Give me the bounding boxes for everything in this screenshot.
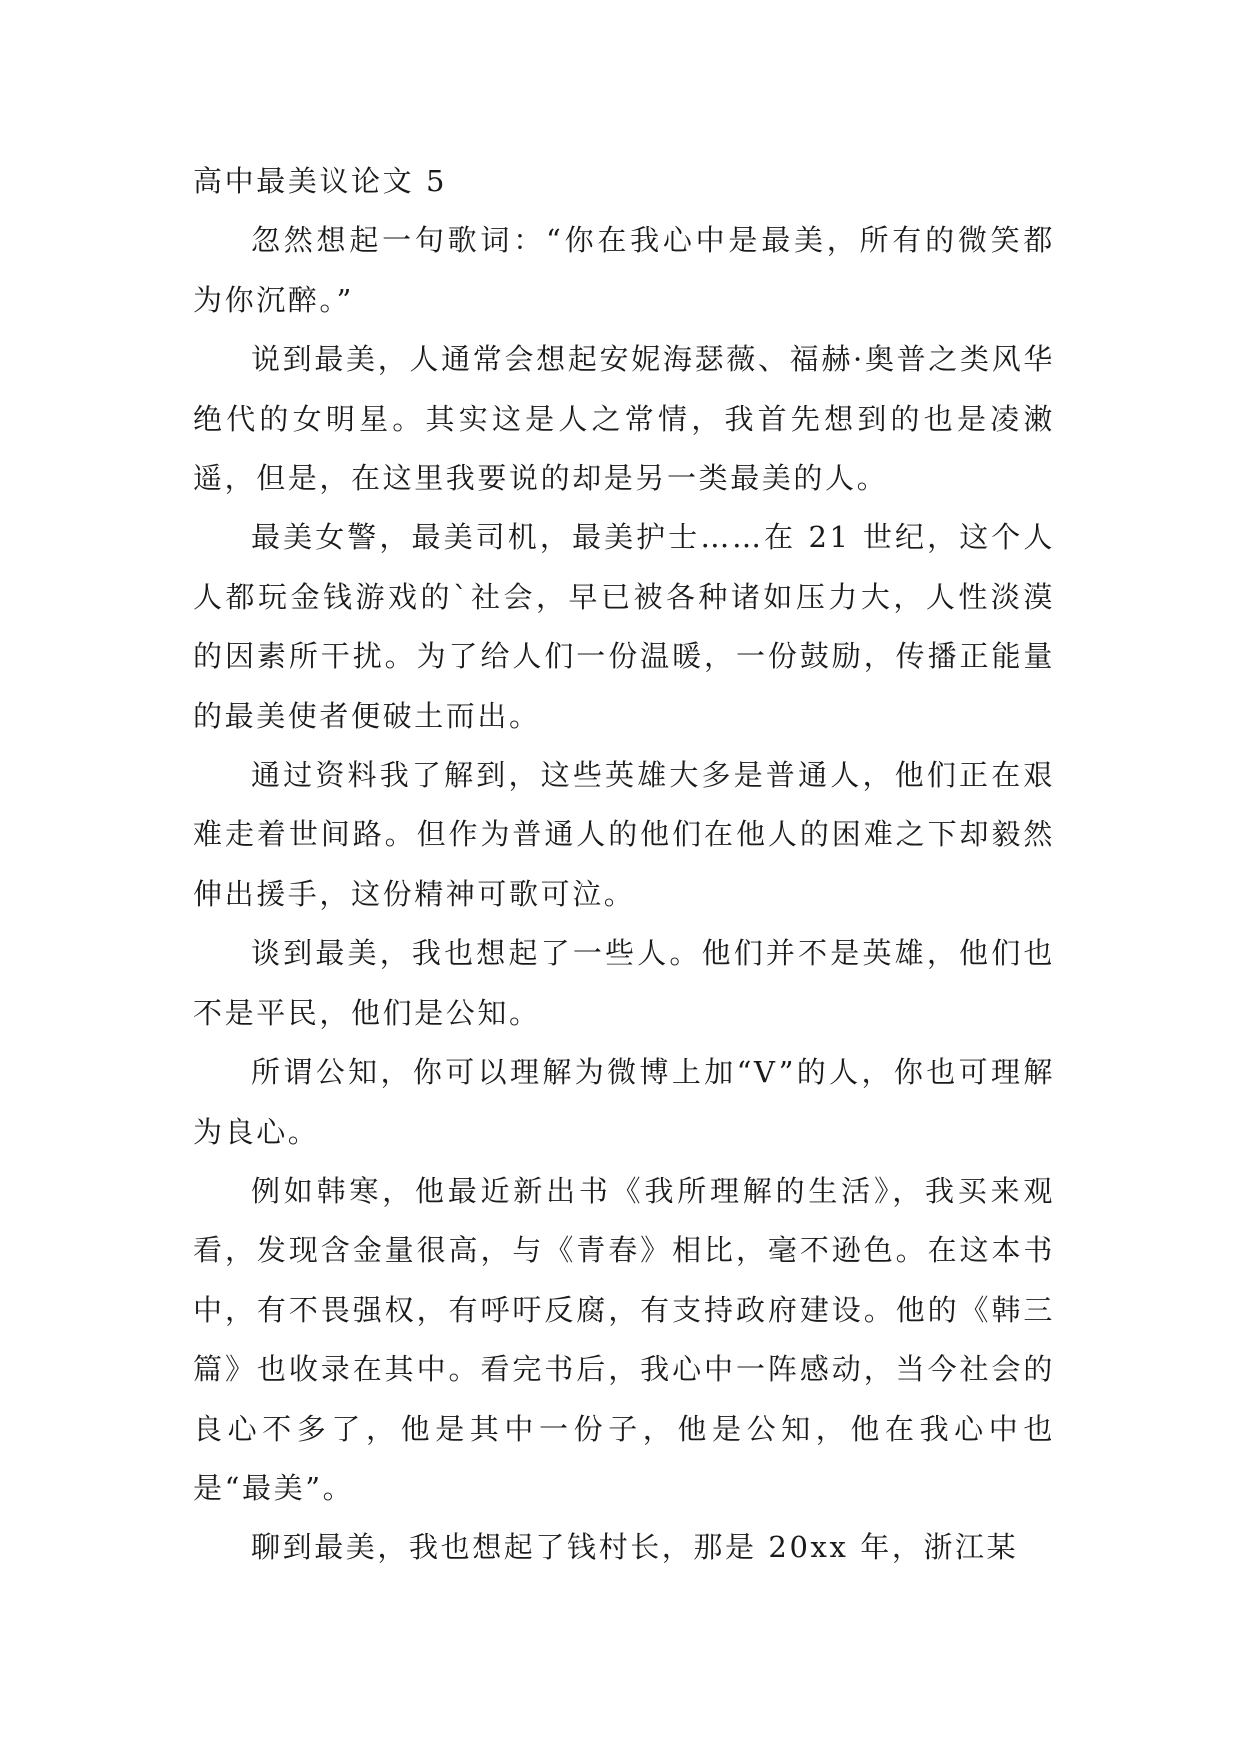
document-title: 高中最美议论文 5 bbox=[193, 164, 448, 198]
paragraph-7: 例如韩寒，他最近新出书《我所理解的生活》，我买来观看，发现含金量很高，与《青春》相比，毫不逊色。在这本书中，有不畏强权，有呼吁反腐，有支持政府建设。他的《韩三篇》也收录在其中。看完书后，我心中一阵感动，当今社会的良心不多了，他是其中一份子，他是公知，他在我心中也是“最美”。 bbox=[193, 1173, 1055, 1505]
paragraph-6: 所谓公知，你可以理解为微博上加“V”的人，你也可理解为良心。 bbox=[193, 1055, 1055, 1149]
paragraph-3: 最美女警，最美司机，最美护士……在 21 世纪，这个人人都玩金钱游戏的`社会，早已被各种诸如压力大，人性淡漠的因素所干扰。为了给人们一份温暖，一份鼓励，传播正能量的最美使者便破土而出。 bbox=[193, 520, 1055, 733]
paragraph-4: 通过资料我了解到，这些英雄大多是普通人，他们正在艰难走着世间路。但作为普通人的他们在他人的困难之下却毅然伸出援手，这份精神可歌可泣。 bbox=[193, 758, 1055, 911]
paragraph-8: 聊到最美，我也想起了钱村长，那是 20xx 年，浙江某 bbox=[251, 1530, 1019, 1565]
document-page bbox=[193, 152, 1055, 1578]
paragraph-5: 谈到最美，我也想起了一些人。他们并不是英雄，他们也不是平民，他们是公知。 bbox=[193, 936, 1055, 1030]
paragraph-2: 说到最美，人通常会想起安妮海瑟薇、福赫·奥普之类风华绝代的女明星。其实这是人之常情，我首先想到的也是凌潄遥，但是，在这里我要说的却是另一类最美的人。 bbox=[193, 342, 1055, 496]
paragraph-1: 忽然想起一句歌词：“你在我心中是最美，所有的微笑都为你沉醉。” bbox=[193, 223, 1055, 317]
